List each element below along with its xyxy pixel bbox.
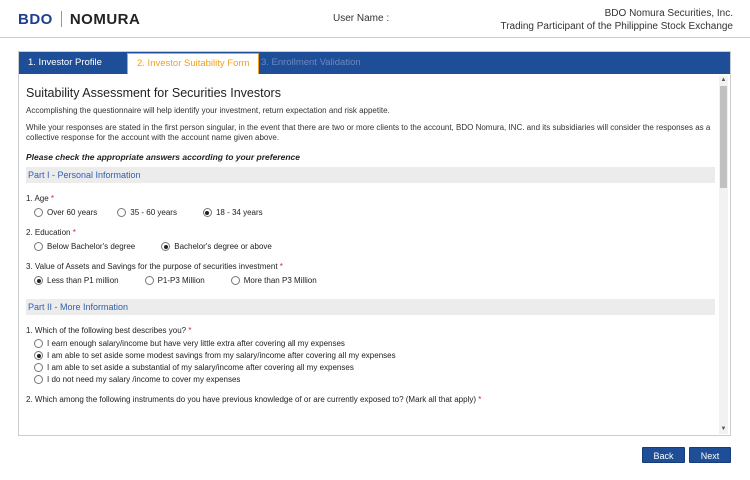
assets-option-p1-p3m[interactable] [145,276,205,285]
option-label: Over 60 years [47,208,98,217]
option-label: 35 - 60 years [130,208,177,217]
radio-button[interactable] [117,208,126,217]
bdo-nomura-logo [18,9,140,29]
form-panel [18,51,731,436]
section-header-part2: Part II - More Information [26,299,715,315]
tab-enrollment-validation: 3. Enrollment Validation [261,57,361,68]
assets-option-more-than-p3m[interactable] [231,276,317,285]
radio-button-selected[interactable] [203,208,212,217]
option-label: I am able to set aside some modest savings from my salary/income after covering all my expenses [47,351,396,360]
radio-button[interactable] [34,363,43,372]
describes-option-substantial-savings[interactable] [34,363,719,372]
radio-button[interactable] [145,276,154,285]
education-option-bachelors-or-above[interactable] [161,242,272,251]
option-label: I am able to set aside a substantial of my salary/income after covering all my expenses [47,363,354,372]
username-label: User Name : [333,13,390,24]
question-instruments [26,395,719,404]
required-mark: * [279,262,283,271]
logo-nomura-text: NOMURA [69,10,141,28]
required-mark: * [188,326,192,335]
intro-text: Accomplishing the questionnaire will help identify your investment, return expectation and risk appetite. [26,106,390,115]
scrollbar-thumb[interactable] [720,86,727,188]
vertical-scrollbar[interactable] [719,76,728,434]
instruction-text: Please check the appropriate answers according to your preference [26,152,300,162]
describes-you-options [34,339,719,384]
page-title: Suitability Assessment for Securities Investors [26,86,281,100]
next-button[interactable]: Next [689,447,731,463]
question-education-label: 2. Education [26,228,71,237]
assets-option-less-than-p1m[interactable] [34,276,119,285]
radio-button-selected[interactable] [34,351,43,360]
section-header-part1: Part I - Personal Information [26,167,715,183]
option-label: Bachelor's degree or above [174,242,272,251]
question-describes-you [26,326,719,335]
required-mark: * [478,395,482,404]
option-label: 18 - 34 years [215,208,263,217]
company-name: BDO Nomura Securities, Inc. [604,8,733,19]
describes-option-very-little-extra[interactable] [34,339,719,348]
option-label: I earn enough salary/income but have very little extra after covering all my expenses [47,339,345,348]
company-info [500,7,733,33]
question-assets-label: 3. Value of Assets and Savings for the purpose of securities investment [26,262,278,271]
option-label: Less than P1 million [47,276,119,285]
tab-investor-suitability-form[interactable]: 2. Investor Suitability Form [127,53,259,74]
age-options [34,208,719,217]
radio-button[interactable] [34,375,43,384]
describes-option-modest-savings[interactable] [34,351,719,360]
option-label: P1-P3 Million [157,276,205,285]
education-option-below-bachelors[interactable] [34,242,135,251]
age-option-over-60[interactable] [34,208,97,217]
radio-button[interactable] [231,276,240,285]
radio-button-selected[interactable] [34,276,43,285]
required-mark: * [50,194,55,203]
radio-button-selected[interactable] [161,242,170,251]
logo-bdo-text: BDO [18,10,53,28]
option-label: Below Bachelor's degree [47,242,136,251]
radio-button[interactable] [34,242,43,251]
age-option-35-60[interactable] [117,208,177,217]
question-age-label: 1. Age [26,194,49,203]
wizard-tab-bar [19,52,730,74]
company-description: Trading Participant of the Philippine Stock Exchange [500,21,733,32]
required-mark: * [72,228,76,237]
form-content [26,82,719,432]
education-options [34,242,719,251]
back-button[interactable]: Back [642,447,685,463]
question-instruments-label: 2. Which among the following instruments do you have previous knowledge of or are currently exposed to? (Mark all that apply) [26,395,477,404]
assets-options [34,276,719,285]
scroll-down-arrow-icon[interactable]: ▼ [720,426,727,432]
tab-investor-profile[interactable]: 1. Investor Profile [28,57,102,68]
logo-divider [61,11,62,27]
scroll-up-arrow-icon[interactable]: ▲ [720,77,727,83]
question-education [26,228,719,237]
question-age [26,194,719,203]
describes-option-no-need-salary[interactable] [34,375,719,384]
intro-text-2: While your responses are stated in the first person singular, in the event that there are two or more clients to the account, BDO Nomura, INC. and its subsidiaries will consider the responses as a collective response for the account with the account name given above. [26,123,711,142]
age-option-18-34[interactable] [203,208,263,217]
radio-button[interactable] [34,339,43,348]
option-label: I do not need my salary /income to cover my expenses [47,375,241,384]
question-assets [26,262,719,271]
page-header [0,0,750,38]
radio-button[interactable] [34,208,43,217]
question-describes-you-label: 1. Which of the following best describes you? [26,326,187,335]
option-label: More than P3 Million [243,276,317,285]
